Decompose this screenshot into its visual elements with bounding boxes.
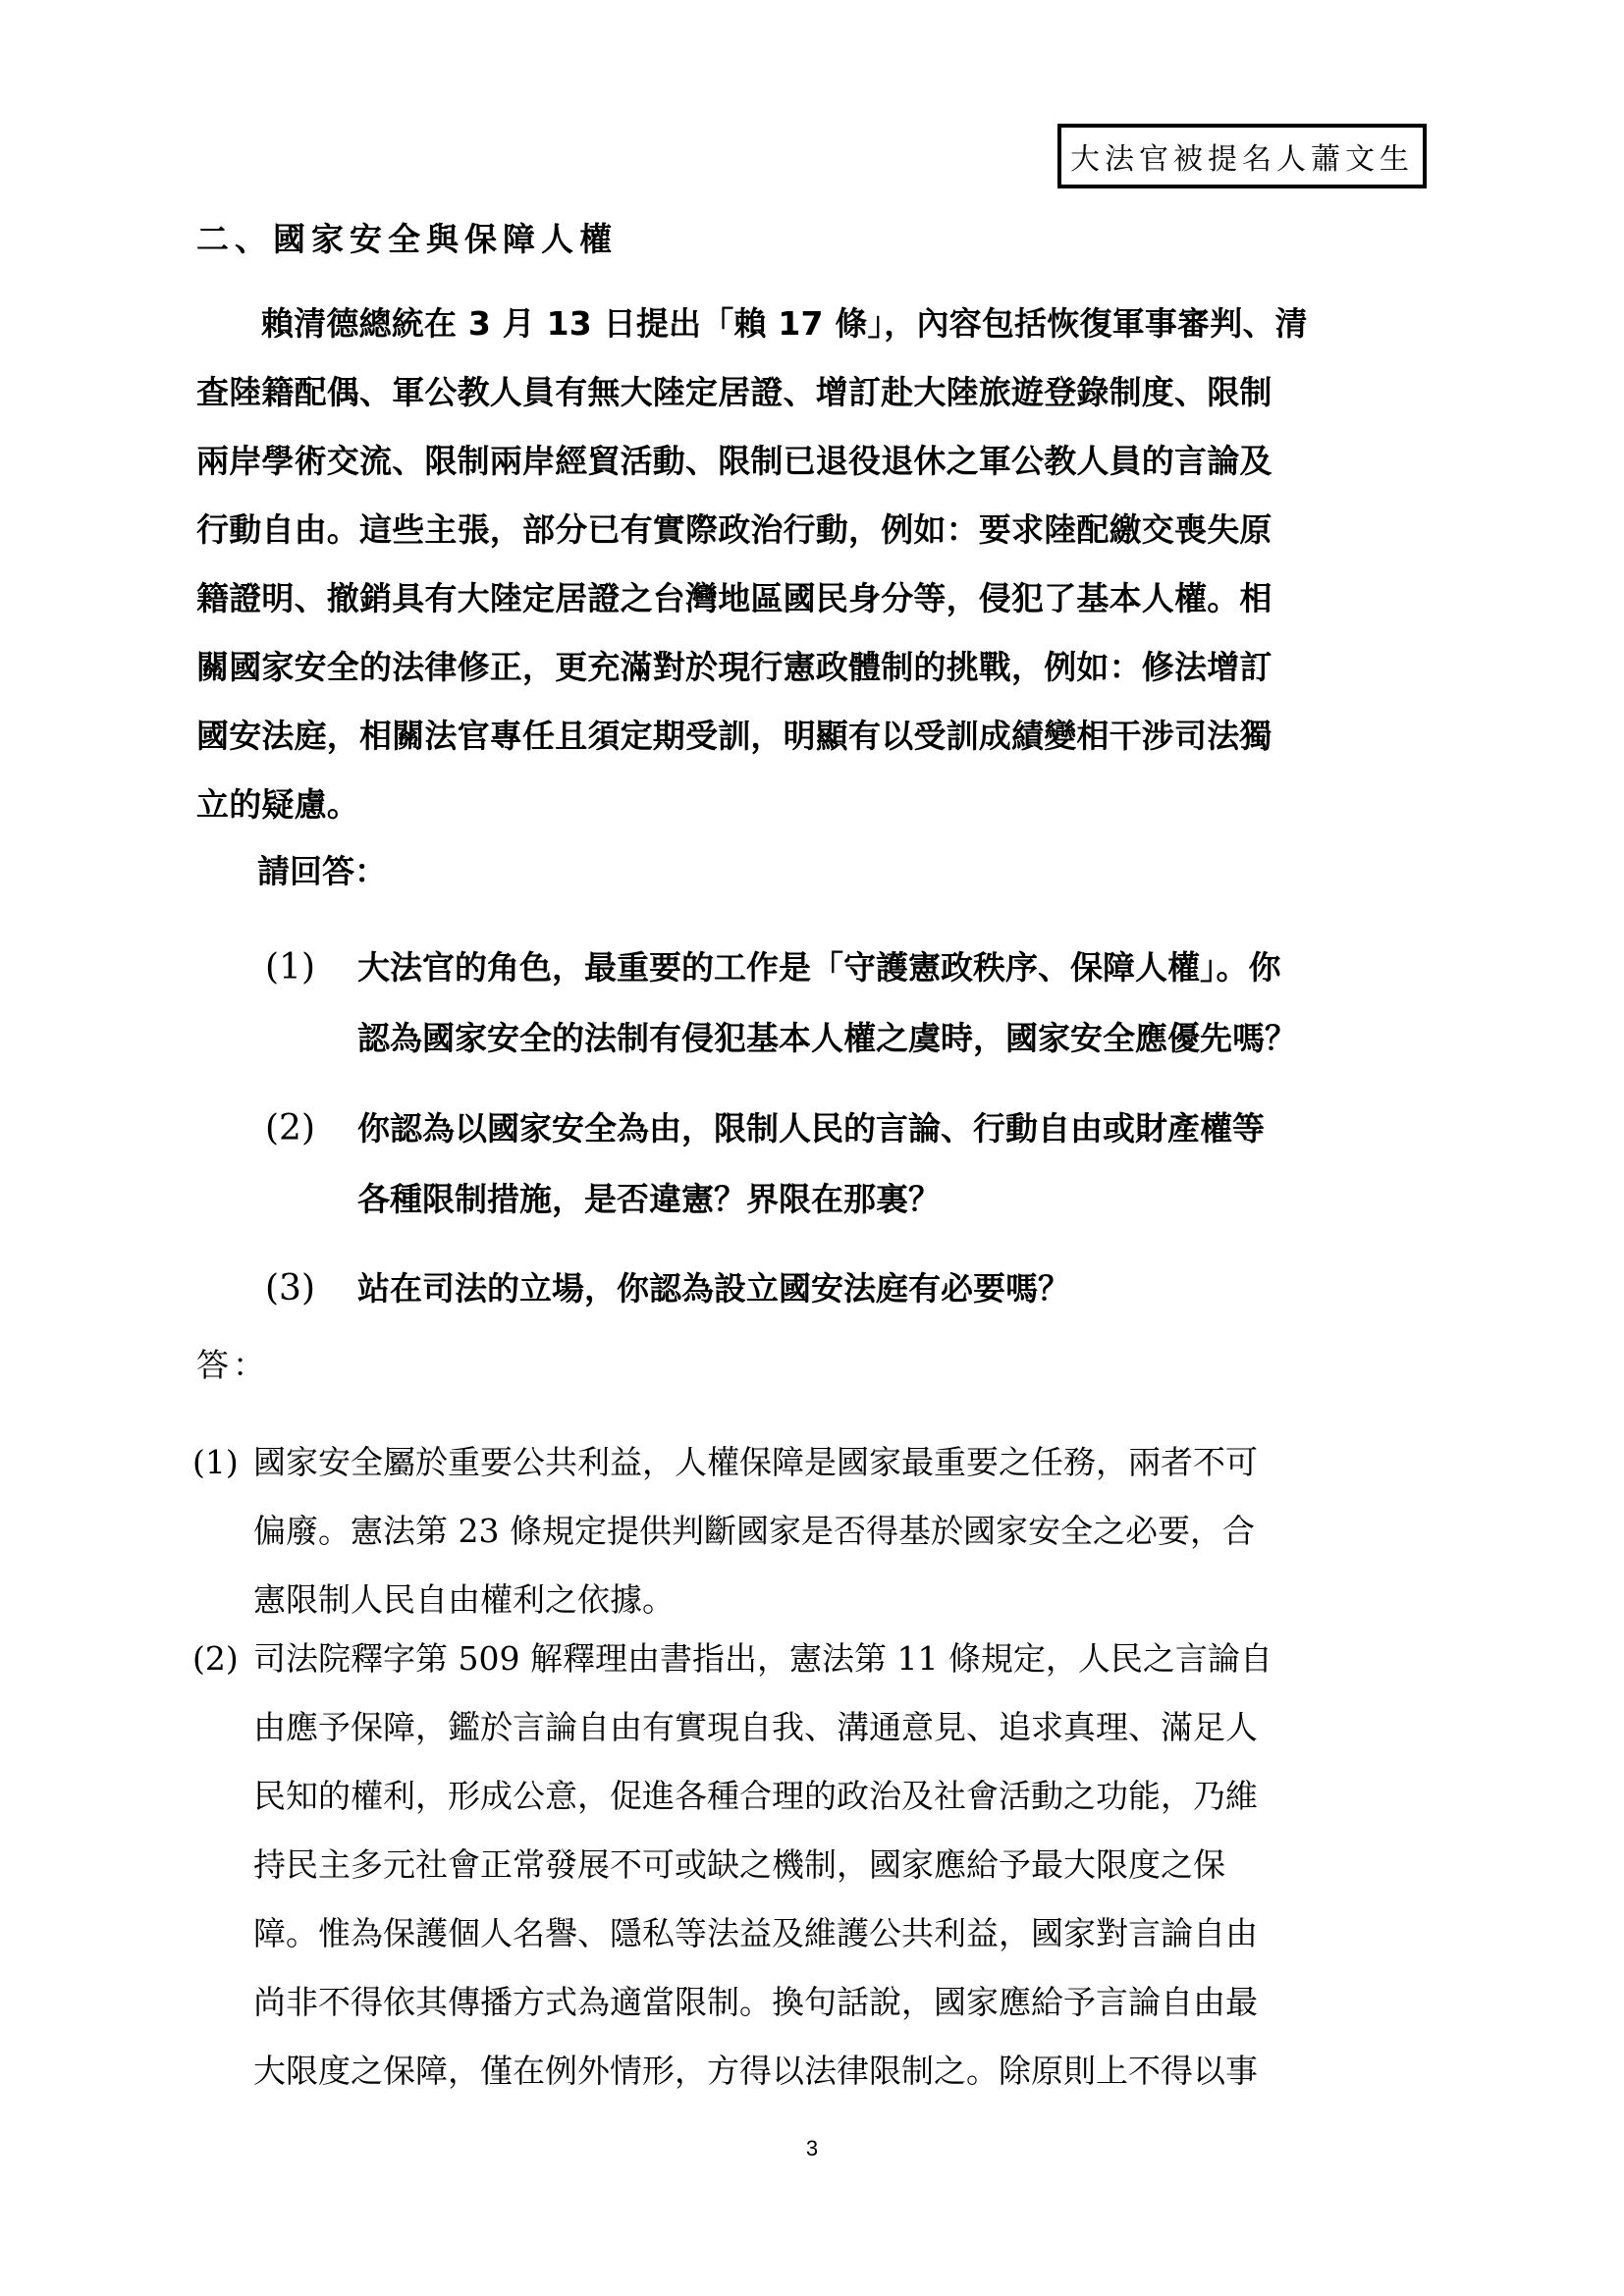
question-item [265,933,1443,1074]
question-line: 認為國家安全的法制有侵犯基本人權之虞時，國家安全應優先嗎？ [357,1019,1297,1057]
answer-line: 由應予保障，鑑於言論自由有實現自我、溝通意見、追求真理、滿足人 [253,1708,1258,1746]
intro-line: 國安法庭，相關法官專任且須定期受訓，明顯有以受訓成績變相干涉司法獨 [196,717,1272,755]
nominee-label: 大法官被提名人蕭文生 [1070,142,1414,177]
intro-paragraph [196,290,1435,839]
answer-line: 司法院釋字第 509 解釋理由書指出，憲法第 11 條規定，人民之言論自 [253,1639,1272,1678]
answer-item [192,1625,1439,2106]
question-line: 站在司法的立場，你認為設立國安法庭有必要嗎？ [357,1269,1070,1308]
intro-line: 兩岸學術交流、限制兩岸經貿活動、限制已退役退休之軍公教人員的言論及 [196,442,1272,480]
section-title: 二、國家安全與保障人權 [196,220,618,258]
question-item [265,1254,1443,1324]
question-line: 各種限制措施，是否違憲？界限在那裏？ [357,1180,941,1218]
answer-number: (1) [192,1443,239,1481]
nominee-header-box [1057,124,1427,188]
question-number: (2) [265,1108,315,1148]
intro-line: 查陸籍配偶、軍公教人員有無大陸定居證、增訂赴大陸旅遊登錄制度、限制 [196,373,1272,411]
question-line: 你認為以國家安全為由，限制人民的言論、行動自由或財產權等 [357,1109,1265,1148]
question-item [265,1094,1443,1235]
answer-line: 偏廢。憲法第 23 條規定提供判斷國家是否得基於國家安全之必要，合 [253,1512,1255,1550]
answer-line: 民知的權利，形成公意，促進各種合理的政治及社會活動之功能，乃維 [253,1777,1258,1815]
question-line: 大法官的角色，最重要的工作是「守護憲政秩序、保障人權」。你 [357,948,1281,987]
answer-label: 答： [196,1346,269,1384]
question-number: (3) [265,1268,315,1308]
intro-line: 賴清德總統在 3 月 13 日提出「賴 17 條」，內容包括恢復軍事審判、清 [261,304,1308,343]
intro-line: 行動自由。這些主張，部分已有實際政治行動，例如：要求陸配繳交喪失原 [196,510,1272,549]
intro-line: 籍證明、撤銷具有大陸定居證之台灣地區國民身分等，侵犯了基本人權。相 [196,579,1272,617]
intro-line: 關國家安全的法律修正，更充滿對於現行憲政體制的挑戰，例如：修法增訂 [196,648,1272,686]
intro-line: 立的疑慮。 [196,785,359,824]
answer-line: 障。惟為保護個人名譽、隱私等法益及維護公共利益，國家對言論自由 [253,1914,1258,1952]
page-number: 3 [805,2136,819,2161]
answer-line: 持民主多元社會正常發展不可或缺之機制，國家應給予最大限度之保 [253,1845,1225,1884]
answer-line: 國家安全屬於重要公共利益，人權保障是國家最重要之任務，兩者不可 [253,1443,1258,1481]
answer-line: 尚非不得依其傳播方式為適當限制。換句話說，國家應給予言論自由最 [253,1983,1258,2021]
answer-line: 大限度之保障，僅在例外情形，方得以法律限制之。除原則上不得以事 [253,2052,1258,2090]
answer-line: 憲限制人民自由權利之依據。 [253,1580,675,1619]
please-answer-label: 請回答： [257,852,387,890]
question-number: (1) [265,947,315,988]
answer-item [192,1428,1439,1634]
answer-number: (2) [192,1639,239,1678]
